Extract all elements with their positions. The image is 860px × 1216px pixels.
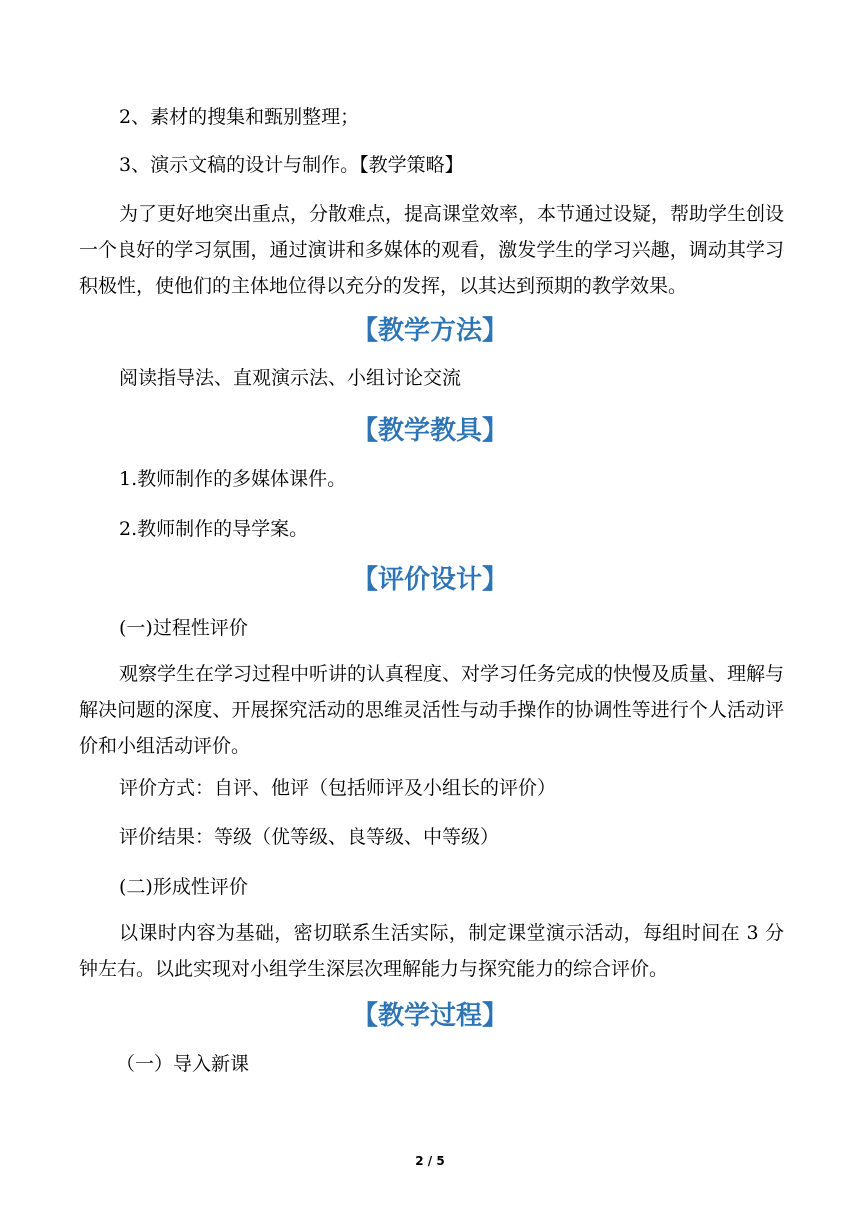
- heading-evaluation-design: 【评价设计】: [351, 565, 508, 595]
- list-item-3: 3、演示文稿的设计与制作。【教学策略】: [119, 154, 464, 176]
- eval-subheading-formative: (二)形成性评价: [119, 876, 248, 898]
- page-number: 2 / 5: [415, 1154, 445, 1168]
- heading-teaching-process: 【教学过程】: [351, 1001, 508, 1031]
- heading-teaching-tools: 【教学教具】: [351, 416, 508, 446]
- eval-method-text: 评价方式：自评、他评（包括师评及小组长的评价）: [119, 777, 557, 799]
- method-text: 阅读指导法、直观演示法、小组讨论交流: [119, 367, 462, 389]
- eval-process-paragraph: 观察学生在学习过程中听讲的认真程度、对学习任务完成的快慢及质量、理解与解决问题的深度、开展探究活动的思维灵活性与动手操作的协调性等进行个人活动评价和小组活动评价。: [79, 663, 785, 757]
- eval-subheading-process: (一)过程性评价: [119, 617, 248, 639]
- heading-teaching-method: 【教学方法】: [351, 316, 508, 346]
- strategy-paragraph: 为了更好地突出重点，分散难点，提高课堂效率，本节通过设疑，帮助学生创设一个良好的学习氛围，通过演讲和多媒体的观看，激发学生的学习兴趣，调动其学习积极性，使他们的主体地位得以充分的发挥，以其达到预期的教学效果。: [79, 203, 785, 297]
- eval-result-text: 评价结果：等级（优等级、良等级、中等级）: [119, 826, 500, 848]
- process-subheading-intro: （一）导入新课: [116, 1053, 250, 1075]
- eval-formative-paragraph: 以课时内容为基础，密切联系生活实际，制定课堂演示活动，每组时间在 3 分钟左右。以此实现对小组学生深层次理解能力与探究能力的综合评价。: [79, 922, 784, 980]
- tool-item-1: 1.教师制作的多媒体课件。: [119, 468, 347, 490]
- tool-item-2: 2.教师制作的导学案。: [119, 518, 309, 540]
- list-item-2: 2、素材的搜集和甄别整理；: [119, 106, 360, 128]
